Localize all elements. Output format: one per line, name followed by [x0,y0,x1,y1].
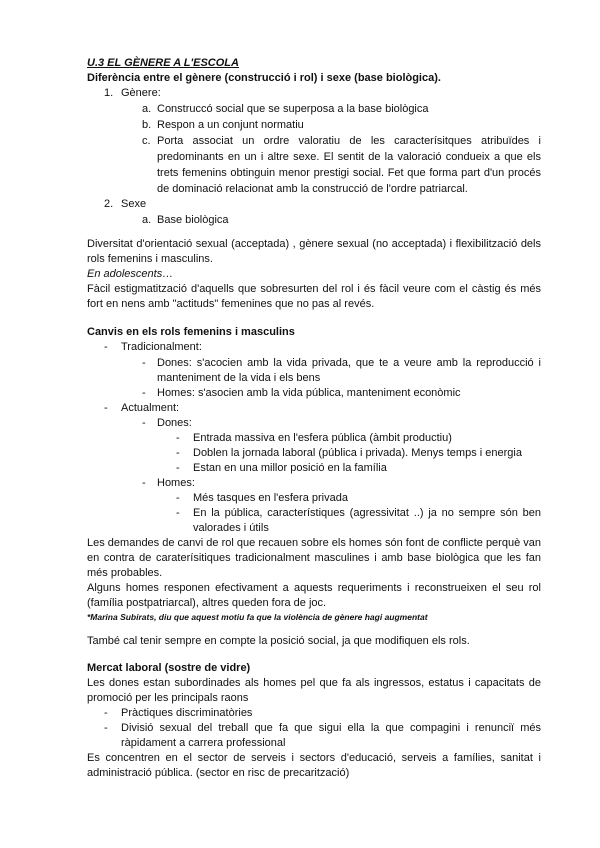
bullet-dash: - [104,707,108,719]
list-item: Dones: [157,417,192,429]
paragraph: També cal tenir sempre en compte la posició social, ja que modifiquen els rols. [87,635,470,647]
section-subtitle: Diferència entre el gènere (construcció i rol) i sexe (base biològica). [87,72,441,84]
bullet-dash: - [104,341,108,353]
paragraph: Fàcil estigmatització d'aquells que sobresurten del rol i és fàcil veure com el càstig és més [87,283,541,295]
list-item: Tradicionalment: [121,341,202,353]
list-number: 2. [104,198,114,210]
paragraph: Diversitat d'orientació sexual (acceptada) , gènere sexual (no acceptada) i flexibilització dels [87,238,541,250]
list-letter: c. [142,135,151,147]
list-item: En la pública, característiques (agressivitat ..) ja no sempre són ben [193,507,541,519]
paragraph: administració pública. (sector en risc de precarització) [87,767,350,779]
paragraph: promoció per les principals raons [87,692,249,704]
paragraph: més probables. [87,567,163,579]
list-item: Homes: s'asocien amb la vida pública, manteniment econòmic [157,387,461,399]
bullet-dash: - [104,402,108,414]
paragraph-italic: En adolescents… [87,268,174,280]
paragraph: rols femenins i masculins. [87,253,213,265]
section-heading: Canvis en els rols femenins i masculins [87,326,295,338]
list-item: Respon a un conjunt normatiu [157,119,304,131]
bullet-dash: - [104,722,108,734]
bullet-dash: - [142,417,146,429]
bullet-dash: - [176,462,180,474]
list-item: Pràctiques discriminatòries [121,707,253,719]
list-letter: b. [142,119,152,131]
list-item: Construccó social que se superposa a la base biològica [157,103,429,115]
list-number: 1. [104,87,114,99]
list-item: Divisió sexual del treball que fa que sigui ella la que compagini i renunciï més [121,722,541,734]
list-item: Porta associat un ordre valoratiu de les caracterísitques atribuïdes i [157,135,541,147]
list-item: Actualment: [121,402,180,414]
paragraph: fort en nens amb "actituds" femenines que no pas al revés. [87,298,375,310]
bullet-dash: - [142,357,146,369]
list-item-cont: de dominació relacionat amb la construcció de l'ordre patriarcal. [157,183,468,195]
bullet-dash: - [176,507,180,519]
footnote: *Marina Subirats, diu que aquest motiu fa que la violència de gènere hagi augmentat [87,612,428,622]
list-item-cont: valorades i útils [193,522,269,534]
list-item-cont: manteniment de la vida i els bens [157,372,321,384]
list-letter: a. [142,214,152,226]
bullet-dash: - [176,447,180,459]
list-item-cont: trets femenins obtinguin menor prestigi social. Fet que forma part d'un procés [157,167,541,179]
bullet-dash: - [142,387,146,399]
list-item: Base biològica [157,214,229,226]
paragraph: Les demandes de canvi de rol que recauen sobre els homes són font de conflicte perquè van [87,537,541,549]
list-item: Estan en una millor posició en la família [193,462,387,474]
bullet-dash: - [176,492,180,504]
list-item: Més tasques en l'esfera privada [193,492,348,504]
paragraph: Es concentren en el sector de serveis i sectors d'educació, serveis a famílies, sanitat i [87,752,541,764]
list-item-cont: predominants en un i altre sexe. El sentit de la valoració condueix a que els [157,151,541,163]
list-letter: a. [142,103,152,115]
bullet-dash: - [142,477,146,489]
list-item: Dones: s'acocien amb la vida privada, que te a veure amb la reproducció i [157,357,541,369]
paragraph: Les dones estan subordinades als homes pel que fa als ingressos, estatus i capacitats de [87,677,541,689]
list-item: Entrada massiva en l'esfera pública (àmbit productiu) [193,432,452,444]
bullet-dash: - [176,432,180,444]
paragraph: en contra de caraterísitiques tradicionalment masculines i amb base biològica que les fan [87,552,541,564]
paragraph: Alguns homes responen efectivament a aquests requeriments i reconstrueixen el seu rol [87,582,541,594]
section-heading: Mercat laboral (sostre de vidre) [87,662,251,674]
paragraph: (família postpatriarcal), altres queden fora de joc. [87,597,327,609]
list-item-sexe: Sexe [121,198,147,210]
list-item: Homes: [157,477,195,489]
list-item-cont: ràpidament a carrera professional [121,737,286,749]
page-title: U.3 EL GÈNERE A L'ESCOLA [87,57,239,69]
list-item-genere: Gènere: [121,87,161,99]
list-item: Doblen la jornada laboral (pública i privada). Menys temps i energia [193,447,522,459]
